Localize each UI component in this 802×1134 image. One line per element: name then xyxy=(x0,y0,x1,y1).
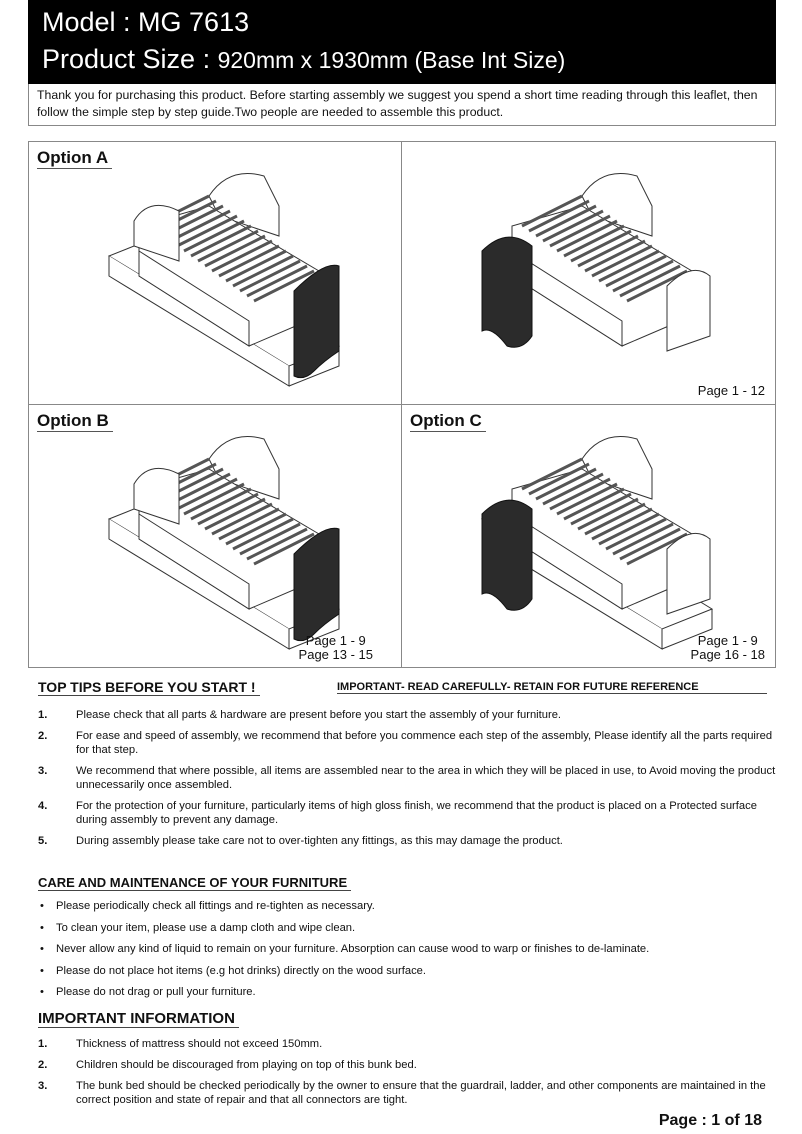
options-grid xyxy=(28,141,776,668)
list-item xyxy=(38,921,778,935)
option-a-cell xyxy=(29,142,402,405)
item-text: During assembly please take care not to over-tighten any fittings, as this may damage the product. xyxy=(76,835,563,847)
page-range-text: Page 1 - 9 xyxy=(305,633,366,648)
bed-illustration xyxy=(79,429,379,661)
item-text: Please do not place hot items (e.g hot drinks) directly on the wood surface. xyxy=(56,964,427,977)
model-title: Model : MG 7613 xyxy=(42,7,250,37)
item-text: Please periodically check all fittings and re-tighten as necessary. xyxy=(56,900,375,912)
item-text: To clean your item, please use a damp cloth and wipe clean. xyxy=(56,921,356,934)
info-heading xyxy=(38,1010,239,1027)
option-b-cell xyxy=(29,405,402,668)
care-heading xyxy=(38,875,351,890)
header-banner xyxy=(28,0,776,84)
page-range xyxy=(698,384,765,398)
item-text: Children should be discouraged from playing on top of this bunk bed. xyxy=(76,1059,417,1071)
bullet-icon: • xyxy=(40,921,44,934)
tips-title: TOP TIPS BEFORE YOU START ! xyxy=(38,679,260,696)
info-title: IMPORTANT INFORMATION xyxy=(38,1010,239,1028)
page-range-text: Page 16 - 18 xyxy=(690,647,765,662)
item-text: For ease and speed of assembly, we recommend that before you commence each step of the assembly, Please identify all the parts required for that step. xyxy=(76,730,773,756)
size-value: 920mm x 1930mm (Base Int Size) xyxy=(217,47,566,73)
item-number: 3. xyxy=(38,765,48,777)
item-text: Please check that all parts & hardware are present before you start the assembly of your furniture. xyxy=(76,709,562,721)
care-title: CARE AND MAINTENANCE OF YOUR FURNITURE xyxy=(38,875,351,891)
item-text: Never allow any kind of liquid to remain on your furniture. Absorption can cause wood to warp or finishes to de-laminate. xyxy=(56,943,650,955)
bed-illustration xyxy=(452,166,752,398)
bullet-icon: • xyxy=(40,964,44,977)
item-text: The bunk bed should be checked periodically by the owner to ensure that the guardrail, ladder, and other components are maintained in the correct position and state of repair and that all connectors are tight. xyxy=(76,1080,766,1106)
item-number: 2. xyxy=(38,1059,48,1071)
list-item xyxy=(38,1079,778,1107)
option-label: Option B xyxy=(37,411,113,432)
page-number: Page : 1 of 18 xyxy=(658,1112,762,1129)
item-number: 1. xyxy=(38,709,48,721)
page-range xyxy=(691,634,765,662)
dark-end-panel xyxy=(482,500,532,610)
option-a-alt-cell xyxy=(402,142,775,405)
bed-illustration xyxy=(79,166,379,398)
product-size xyxy=(42,40,776,79)
item-text: We recommend that where possible, all items are assembled near to the area in which they will be placed in use, to Avoid moving the product unnecessarily once assembled. xyxy=(76,765,776,791)
care-list xyxy=(38,899,778,1007)
dark-end-panel xyxy=(482,237,532,347)
important-notice: IMPORTANT- READ CAREFULLY- RETAIN FOR FUTURE REFERENCE xyxy=(337,681,767,694)
page-range xyxy=(299,634,373,662)
list-item xyxy=(38,799,778,827)
option-c-cell xyxy=(402,405,775,668)
intro-text: Thank you for purchasing this product. Before starting assembly we suggest you spend a short time reading through this leaflet, then follow the simple step by step guide.Two people are needed to assemble this product. xyxy=(28,84,776,126)
list-item xyxy=(38,942,778,956)
option-label: Option C xyxy=(410,411,486,432)
tips-heading xyxy=(38,679,260,695)
bullet-icon: • xyxy=(40,943,44,955)
item-text: Please do not drag or pull your furniture. xyxy=(56,986,256,998)
item-number: 2. xyxy=(38,730,48,742)
item-number: 1. xyxy=(38,1038,48,1050)
tips-list xyxy=(38,708,778,855)
item-text: Thickness of mattress should not exceed 150mm. xyxy=(76,1038,323,1050)
list-item xyxy=(38,834,778,848)
item-number: 4. xyxy=(38,800,48,812)
list-item xyxy=(38,899,778,913)
item-number: 5. xyxy=(38,835,48,847)
list-item xyxy=(38,1058,778,1072)
bed-illustration xyxy=(452,429,752,661)
list-item xyxy=(38,708,778,722)
bullet-icon: • xyxy=(40,986,44,998)
page-range-text: Page 1 - 9 xyxy=(697,633,758,648)
bullet-icon: • xyxy=(40,900,44,912)
info-list xyxy=(38,1037,778,1114)
list-item xyxy=(38,985,778,999)
list-item xyxy=(38,964,778,978)
option-label: Option A xyxy=(37,148,112,169)
list-item xyxy=(38,1037,778,1051)
list-item xyxy=(38,729,778,757)
item-text: For the protection of your furniture, particularly items of high gloss finish, we recommend that the product is placed on a Protected surface during assembly to prevent any damage. xyxy=(76,800,757,826)
page-range-text: Page 1 - 12 xyxy=(697,383,765,398)
list-item xyxy=(38,764,778,792)
item-number: 3. xyxy=(38,1080,48,1092)
page-range-text: Page 13 - 15 xyxy=(298,647,373,662)
size-label: Product Size : xyxy=(42,44,218,74)
